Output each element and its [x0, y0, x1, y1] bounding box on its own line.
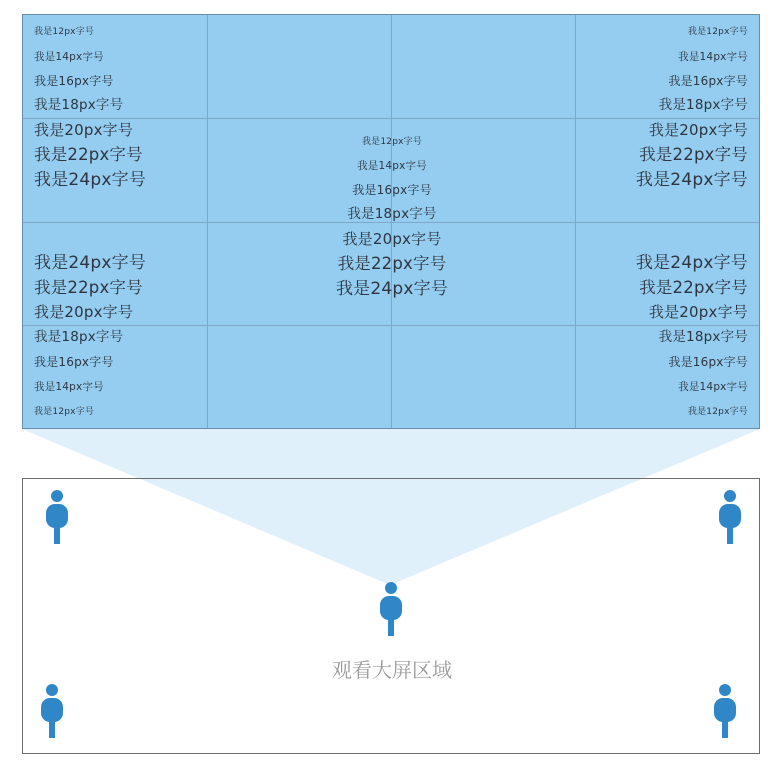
viewing-area-label: 观看大屏区域 — [332, 658, 452, 682]
sample-text-22px: 我是22px字号 — [639, 278, 748, 297]
sample-text-12px: 我是12px字号 — [34, 407, 95, 417]
sample-text-24px: 我是24px字号 — [635, 253, 748, 273]
sample-text-20px: 我是20px字号 — [34, 303, 134, 321]
person-icon — [379, 581, 403, 637]
sample-text-16px: 我是16px字号 — [34, 74, 114, 88]
big-screen — [22, 14, 760, 429]
grid-line — [23, 222, 759, 223]
sample-text-16px: 我是16px字号 — [34, 355, 114, 369]
sample-text-12px: 我是12px字号 — [687, 407, 748, 417]
sample-text-18px: 我是18px字号 — [658, 329, 748, 345]
person-icon — [718, 489, 742, 545]
sample-text-22px: 我是22px字号 — [337, 254, 447, 273]
sample-text-20px: 我是20px字号 — [648, 303, 748, 321]
sample-text-20px: 我是20px字号 — [342, 230, 442, 248]
sample-text-24px: 我是24px字号 — [635, 170, 748, 190]
sample-text-18px: 我是18px字号 — [34, 329, 124, 345]
sample-text-20px: 我是20px字号 — [34, 121, 134, 139]
sample-text-14px: 我是14px字号 — [678, 381, 748, 393]
sample-text-12px: 我是12px字号 — [361, 137, 423, 147]
sample-text-16px: 我是16px字号 — [668, 355, 748, 369]
sample-text-22px: 我是22px字号 — [34, 145, 143, 164]
sample-text-24px: 我是24px字号 — [34, 253, 147, 273]
person-icon — [45, 489, 69, 545]
sample-text-12px: 我是12px字号 — [34, 27, 95, 37]
person-icon — [40, 683, 64, 739]
grid-line — [23, 325, 759, 326]
sample-text-14px: 我是14px字号 — [34, 381, 104, 393]
sample-text-12px: 我是12px字号 — [687, 27, 748, 37]
sample-text-14px: 我是14px字号 — [34, 51, 104, 63]
sample-text-14px: 我是14px字号 — [678, 51, 748, 63]
sample-text-14px: 我是14px字号 — [357, 160, 427, 172]
sample-text-18px: 我是18px字号 — [34, 97, 124, 113]
sample-text-16px: 我是16px字号 — [668, 74, 748, 88]
sample-text-24px: 我是24px字号 — [34, 170, 147, 190]
grid-line — [23, 118, 759, 119]
person-icon — [713, 683, 737, 739]
sample-text-22px: 我是22px字号 — [639, 145, 748, 164]
sample-text-16px: 我是16px字号 — [352, 183, 432, 197]
sample-text-18px: 我是18px字号 — [658, 97, 748, 113]
sample-text-20px: 我是20px字号 — [648, 121, 748, 139]
sample-text-18px: 我是18px字号 — [347, 206, 437, 222]
sample-text-22px: 我是22px字号 — [34, 278, 143, 297]
sample-text-24px: 我是24px字号 — [335, 279, 449, 299]
